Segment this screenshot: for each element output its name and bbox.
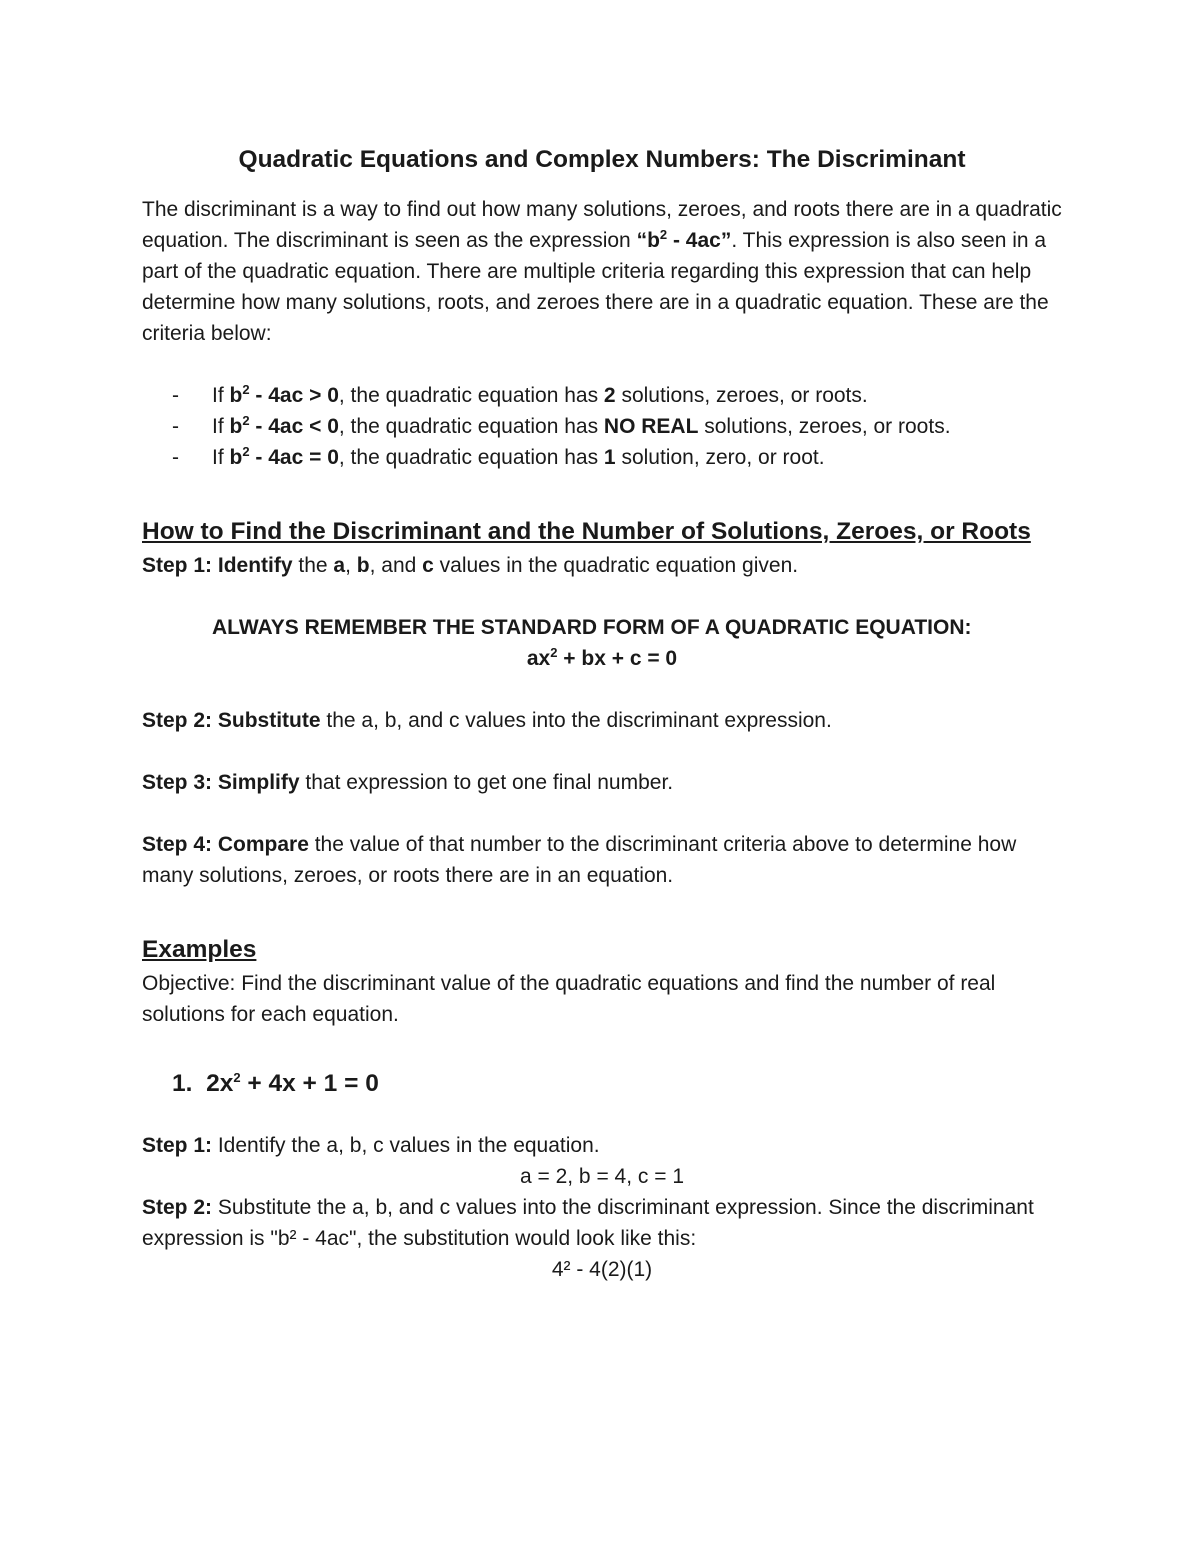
spacer bbox=[142, 349, 1062, 380]
example-1-values: a = 2, b = 4, c = 1 bbox=[519, 1165, 685, 1188]
list-dash: - bbox=[172, 415, 179, 438]
step-label: Step 1: bbox=[142, 554, 213, 577]
example-1-step-2 bbox=[142, 1192, 1062, 1254]
var-a: a bbox=[333, 554, 346, 577]
sf-sup: 2 bbox=[550, 645, 558, 660]
criteria-count: 2 bbox=[603, 384, 616, 407]
criteria-condition bbox=[230, 446, 339, 469]
criteria-if: If bbox=[212, 415, 230, 438]
spacer bbox=[142, 891, 1062, 932]
eq-sup: 2 bbox=[233, 1069, 241, 1085]
criteria-rest: solutions, zeroes, or roots. bbox=[615, 384, 868, 407]
criteria-cond: - 4ac > 0 bbox=[249, 384, 339, 407]
intro-paragraph bbox=[142, 194, 1062, 349]
eq-pre: 2x bbox=[206, 1070, 234, 1097]
step-verb: Identify bbox=[217, 554, 293, 577]
criteria-count: NO REAL bbox=[603, 415, 699, 438]
criteria-sup: 2 bbox=[242, 382, 250, 397]
step-label: Step 4: bbox=[142, 833, 213, 856]
step-4 bbox=[142, 829, 1062, 891]
criteria-item bbox=[142, 380, 1062, 411]
criteria-b: b bbox=[229, 415, 243, 438]
page-title: Quadratic Equations and Complex Numbers: The Discriminant bbox=[238, 146, 966, 173]
expr-close: - 4ac” bbox=[667, 229, 732, 252]
examples-objective: Objective: Find the discriminant value of the quadratic equations and find the number of real solutions for each equation. bbox=[142, 972, 996, 1026]
var-c: c bbox=[422, 554, 434, 577]
criteria-mid: , the quadratic equation has bbox=[338, 446, 604, 469]
sf-pre: ax bbox=[526, 647, 551, 670]
var-b: b bbox=[356, 554, 370, 577]
criteria-item bbox=[142, 411, 1062, 442]
sf-post: + bx + c = 0 bbox=[557, 647, 678, 670]
criteria-item bbox=[142, 442, 1062, 473]
step-text: , bbox=[345, 554, 357, 577]
list-dash: - bbox=[172, 446, 179, 469]
spacer bbox=[142, 1030, 1062, 1066]
spacer bbox=[142, 736, 1062, 767]
criteria-condition bbox=[230, 384, 339, 407]
step-label: Step 3: bbox=[142, 771, 213, 794]
step-text: Substitute the a, b, and c values into the discriminant expression. Since the discriminant expression is "b² - 4ac", the substitution would look like this: bbox=[142, 1196, 1034, 1250]
spacer bbox=[142, 1102, 1062, 1130]
criteria-sup: 2 bbox=[242, 413, 250, 428]
example-1-step-1 bbox=[142, 1130, 1062, 1161]
step-text: the value of that number to the discriminant criteria above to determine how many solutions, zeroes, or roots there are in an equation. bbox=[142, 833, 1017, 887]
step-text: the a, b, and c values into the discriminant expression. bbox=[320, 709, 832, 732]
intro-expression bbox=[637, 229, 732, 252]
step-verb: Substitute bbox=[217, 709, 321, 732]
step-text: , and bbox=[369, 554, 423, 577]
step-label: Step 2: bbox=[142, 709, 213, 732]
spacer bbox=[142, 674, 1062, 705]
criteria-rest: solutions, zeroes, or roots. bbox=[698, 415, 951, 438]
step-verb: Compare bbox=[217, 833, 309, 856]
criteria-b: b bbox=[229, 384, 243, 407]
standard-form-equation bbox=[142, 643, 1062, 674]
step-verb: Simplify bbox=[217, 771, 300, 794]
criteria-b: b bbox=[229, 446, 243, 469]
eq-post: + 4x + 1 = 0 bbox=[240, 1070, 379, 1097]
step-label: Step 2: bbox=[142, 1196, 213, 1219]
criteria-cond: - 4ac = 0 bbox=[249, 446, 339, 469]
criteria-list bbox=[142, 380, 1062, 473]
examples-heading: Examples bbox=[142, 936, 257, 963]
standard-form-reminder: ALWAYS REMEMBER THE STANDARD FORM OF A QUADRATIC EQUATION: bbox=[212, 616, 972, 639]
intro-text-2: . This expression is also seen in a part of the quadratic equation. There are multiple criteria regarding this expression that can help determine how many solutions, roots, and zeroes there are in a quadratic equation. These are the criteria below: bbox=[142, 229, 1049, 345]
step-1 bbox=[142, 550, 1062, 581]
step-text: that expression to get one final number. bbox=[299, 771, 674, 794]
step-2 bbox=[142, 705, 1062, 736]
criteria-rest: solution, zero, or root. bbox=[615, 446, 825, 469]
document-content bbox=[142, 140, 1062, 1285]
how-to-heading: How to Find the Discriminant and the Number of Solutions, Zeroes, or Roots bbox=[142, 518, 1031, 545]
spacer bbox=[142, 798, 1062, 829]
criteria-if: If bbox=[212, 446, 230, 469]
criteria-mid: , the quadratic equation has bbox=[338, 384, 604, 407]
expr-sup: 2 bbox=[659, 227, 668, 242]
criteria-count: 1 bbox=[603, 446, 616, 469]
list-dash: - bbox=[172, 384, 179, 407]
step-text: values in the quadratic equation given. bbox=[433, 554, 799, 577]
step-3 bbox=[142, 767, 1062, 798]
criteria-if: If bbox=[212, 384, 230, 407]
spacer bbox=[142, 473, 1062, 514]
example-number: 1. bbox=[172, 1070, 193, 1097]
intro-text-1: The discriminant is a way to find out how many solutions, zeroes, and roots there are in a quadratic equation. The discriminant is seen as the expression bbox=[142, 198, 1062, 252]
step-label: Step 1: bbox=[142, 1134, 213, 1157]
step-text: Identify the a, b, c values in the equation. bbox=[212, 1134, 600, 1157]
spacer bbox=[142, 581, 1062, 612]
example-1-equation bbox=[142, 1066, 1062, 1102]
criteria-sup: 2 bbox=[242, 444, 250, 459]
criteria-cond: - 4ac < 0 bbox=[249, 415, 339, 438]
example-1-substitution: 4² - 4(2)(1) bbox=[551, 1258, 653, 1281]
criteria-mid: , the quadratic equation has bbox=[338, 415, 604, 438]
expr-open: “b bbox=[636, 229, 660, 252]
criteria-condition bbox=[230, 415, 339, 438]
step-text: the bbox=[292, 554, 334, 577]
